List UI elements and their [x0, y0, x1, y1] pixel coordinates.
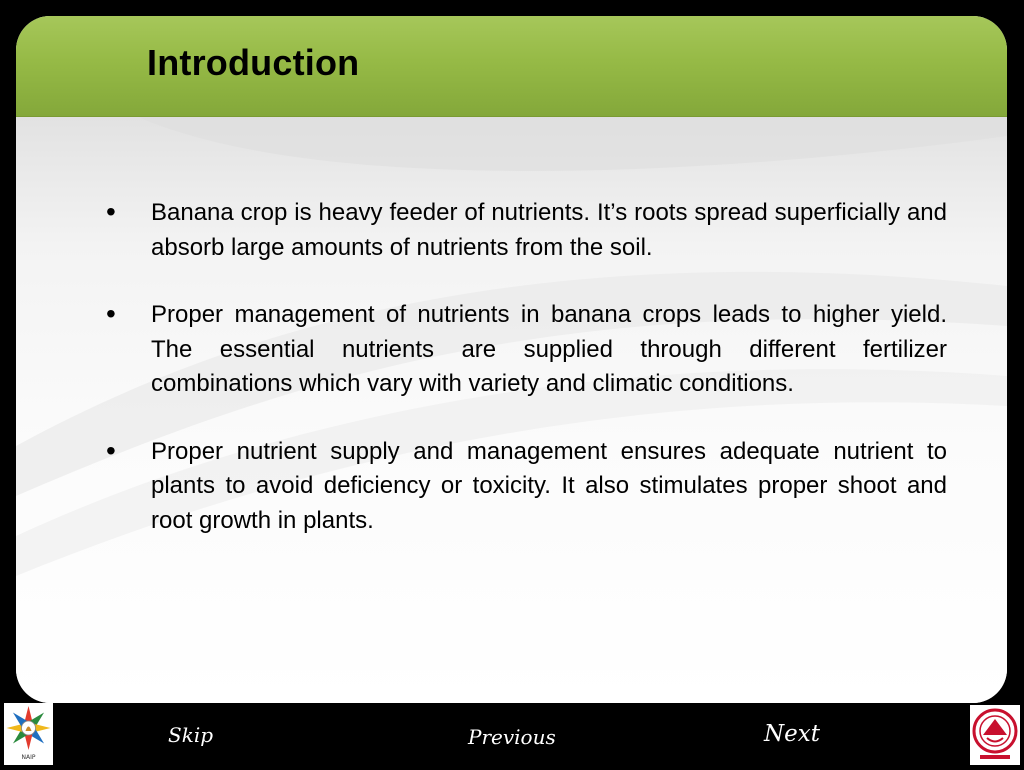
- institution-logo: [970, 705, 1020, 765]
- bullet-icon: •: [106, 434, 116, 466]
- bullet-text: Proper nutrient supply and management ensures adequate nutrient to plants to avoid deficiency or toxicity. It also stimulates proper shoot and root growth in plants.: [151, 437, 947, 534]
- bullet-item: [104, 298, 947, 402]
- next-button[interactable]: Next: [764, 721, 820, 747]
- bullet-text: Proper management of nutrients in banana crops leads to higher yield. The essential nutrients are supplied through different fertilizer combinations which vary with variety and climatic conditions.: [151, 301, 947, 397]
- bullet-icon: •: [106, 196, 116, 227]
- bullet-text: Banana crop is heavy feeder of nutrients. It’s roots spread superficially and absorb large amounts of nutrients from the soil.: [151, 199, 947, 261]
- naip-logo-caption: NAIP: [21, 754, 36, 761]
- bullet-item: [104, 435, 947, 539]
- bullet-list: [104, 196, 947, 571]
- skip-button[interactable]: Skip: [168, 723, 214, 747]
- page-title: Introduction: [147, 42, 360, 83]
- bullet-icon: •: [106, 298, 116, 329]
- institution-seal-logo-icon: [970, 705, 1020, 765]
- previous-button[interactable]: Previous: [468, 725, 556, 749]
- naip-logo: [4, 703, 53, 765]
- naip-star-logo-icon: [4, 703, 53, 753]
- navigation-footer: [0, 703, 1024, 768]
- bullet-item: [104, 196, 947, 265]
